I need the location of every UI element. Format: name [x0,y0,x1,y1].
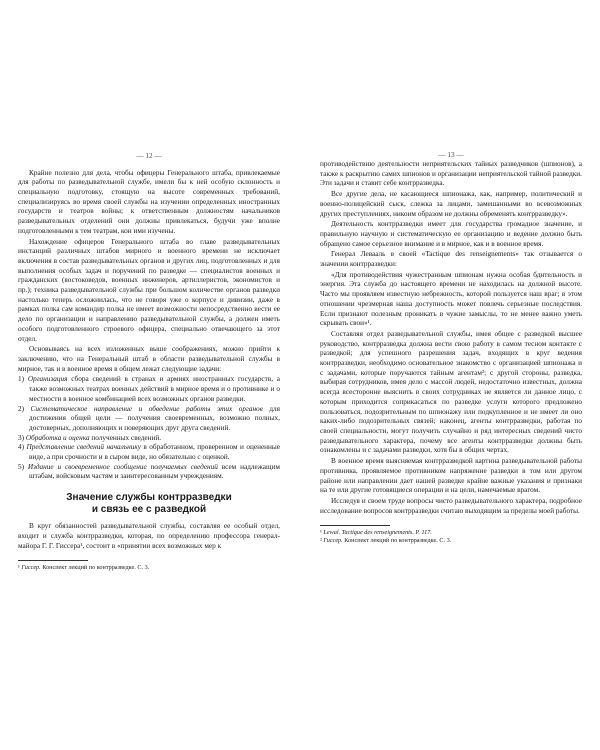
footnote-author: Lewal. [323,529,341,537]
footnote-divider [18,560,88,561]
task-number: 4) [18,443,25,452]
page-number: — 12 — [136,152,162,160]
footnote-mark: ¹ [320,529,322,537]
footnote-mark: ¹ [18,564,20,572]
task-item [18,463,280,482]
paragraph: В круг обязанностей разведывательной службы, составляя ее особый отдел, входит и служба контрразведки, которая, по определению профессора генерал-майора Г. Г. Гиссера¹, состоит в «принятии всех возможных мер к [18,522,280,550]
section-heading-line: Значение службы контрразведки [66,492,232,504]
footnote-divider [320,525,390,526]
footnote-text: Конспект лекций по контрразведке. С. 3. [40,564,150,572]
footnote-author: Гиссер. [323,537,343,545]
left-page [18,152,280,572]
task-number: 2) [18,404,25,413]
task-emphasis: Представление сведений начальнику [26,443,141,452]
task-list [18,375,280,482]
page-number: — 13 — [438,151,464,159]
task-text: всем надлежащим штабам, войсковым частям и заинтересованным учреждениям. [29,462,281,481]
section-heading-line: и связь ее с разведкой [91,503,207,515]
paragraph: Крайне полезно для дела, чтобы офицеры Генерального штаба, привлекаемые для работы по разведывательной службе, имели бы к ней особую склонность и специальную подготовку, стоящую на высоте современных требований, специализируясь во время своей службы на изучении определенных иностранных государств и театров войны; к ответственным должностям начальников разведывательных отделений они должны привлекаться, будучи уже вполне подготовленными к тем театрам, кои ими изучены. [18,168,280,235]
paragraph: Генерал Левааль в своей «Tactique des renseignements» так отзывается о значении контрразведки: [320,250,582,269]
task-number: 1) [18,375,25,384]
quote-paragraph: «Для противодействия чужестранным шпионам нужна особая бдительность и энергия. Эта служба до настоящего времени не находилась на должной высоте. Часто мы проявляем известную небрежность, которой пользуется наш враг; в этом отношении чрезмерная наша доступность может повлечь серьезные последствия. Если признают полезным проникать в чужие замыслы, то не менее важно уметь скрывать свои»¹. [320,270,582,328]
footnote [18,564,280,572]
paragraph: Исследуя и своем труде вопросы чисто разведывательного характера, подробное исследование вопросов контрразведки считаю выходящим за пределы моей работы. [320,496,582,515]
footnote [320,529,582,537]
paragraph: Все другие дела, не касающиеся шпионажа, как, например, политический и военно-полицейский сыск, слежка за лицами, замешанными во всевозможных других преступлениях, никоим образом не должны обременять контрразведку». [320,190,582,218]
task-emphasis: Издание и своевременное сообщение получаемых сведений [27,462,218,471]
task-number: 5) [18,462,25,471]
footnote-text: Tactique des renseignements. P. 117. [340,529,432,537]
task-text: в обработанном, проверенном и оцененные виде, а при срочности и в сыром виде, но обязательно с оценкой. [29,443,281,462]
task-item [18,443,280,462]
paragraph: Деятельность контрразведки имеет для государства громадное значение, и правильную научную и систематическую ее организацию и ведение должно быть обращено самое серьезное внимание и в мирное, как и в военное время. [320,220,582,248]
paragraph: противодействию деятельности неприятельских тайных разведчиков (шпионов), а также к раскрытию самих шпионов и организации неприятельской тайной разведки. Эти задачи и ставит себе контрразведка. [320,160,582,188]
paragraph: В военное время выясняемая контрразведкой картина разведывательной работы противника, проявляемое противником напряжение разведки в том или другом районе или направлении дает нашей разведке крайне важные указания и признаки на те или другие готовящиеся операции и на цели, намечаемые врагом. [320,457,582,495]
footnote-text: Конспект лекций по контрразведке. С. 3. [342,537,452,545]
task-emphasis: Организация [27,375,68,384]
task-text: сбора сведений в странах и армиях иностранных государств, а также возможных театрах военных действий в мирное время и о противнике и о местности в военное комбинацией всех возможных органов разведки. [29,375,281,403]
footnote-mark: ² [320,537,322,545]
task-text: полученных сведений. [89,433,162,442]
right-page [320,151,582,545]
task-item [18,375,280,404]
task-item [18,405,280,434]
paragraph: Основываясь на всех изложенных выше соображениях, можно прийти к заключению, что на Генеральный штаб в области разведывательной службы в мирное, так и в военное время в общем лежат следующие задачи: [18,345,280,373]
task-item [18,434,280,444]
footnote-author: Гиссер. [21,564,41,572]
footnote [320,537,582,545]
section-heading [18,492,280,515]
task-emphasis: Обработка и оценка [25,433,90,442]
task-emphasis: Систематическое направление и обведение работы этих органов [30,404,263,413]
task-number: 3) [18,433,25,442]
paragraph: Составляя отдел разведывательной службы, имея общее с разведкой высшее руководство, контрразведка должна вести свою работу в самом тесном контакте с разведкой; для успешного разрешения задач, входящих в круг ведения контрразведки, необходимо основательное знакомство с организацией шпионажа и с задачами, которые поручаются тайным агентам²; с другой стороны, разведка, выбирая сотрудников, имея дело с массой людей, недостаточно известных, должна всегда всесторонне выяснить в своих сотрудниках не является ли данное лицо, с которым приходится соприкасаться по разведке услуги которого предложено пользоваться, подозрительным по шпионажу или подкупленное и не имеет ли оно каких-либо подозрительных связей; наконец, агенты контрразведки, работая по своей специальности, могут получить случайно и ряд интересных сведений чисто разведывательного характера, почему все агенты контрразведки должны быть ознакомлены и с задачами разведки, хотя бы в общих чертах. [320,329,582,455]
task-text: для достижения общей цели — получения своевременных, возможно полных, достоверных, дополняющих и поверяющих друг друга сведений. [29,404,280,432]
paragraph: Нахождение офицеров Генерального штаба во главе разведывательных инстанций различных штабов мирного и военного времени не исключает включения в состав разведывательных органов и других лиц, подготовленных и для выполнения особых задач и поручений по разведке — специалистов военных и гражданских (востоковедов, военных инженеров, артиллеристов, экономистов и пр.); техника разведывательной службы при большом количестве органов разведки настолько теперь осложнилась, что не говоря уже о корпусе и дивизии, даже в рамках полка сам командир полка не имеет возможности непосредственно вести ее дело по организации и направлению разведывательной службы, а должен иметь особого подготовленного строевого офицера, специально отвечающего за этот отдел. [18,237,280,343]
